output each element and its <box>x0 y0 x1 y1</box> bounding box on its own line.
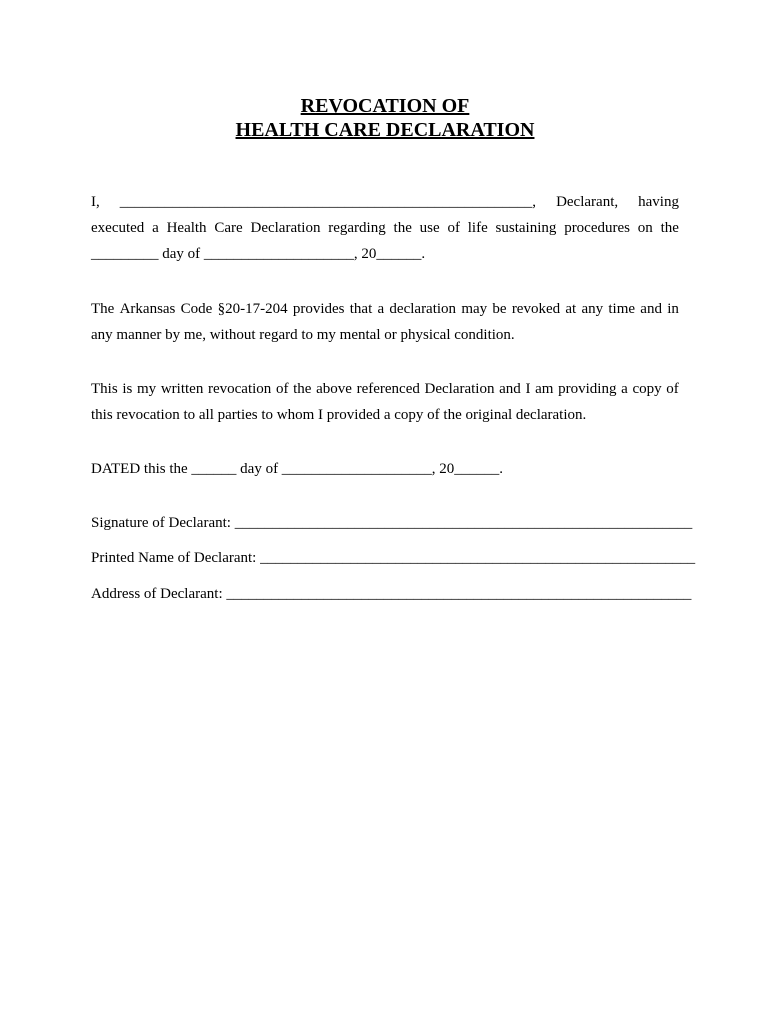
word: Declaration <box>424 381 495 397</box>
word: may <box>461 301 488 317</box>
word: use <box>419 220 440 236</box>
word: provides <box>292 301 345 317</box>
word: and <box>640 301 662 317</box>
word: declaration <box>389 301 457 317</box>
signature-line: Signature of Declarant: _____________________________________________________________ <box>91 515 693 531</box>
word: executed <box>91 220 145 236</box>
word: life <box>467 220 488 236</box>
word: time <box>608 301 636 317</box>
declarant-line <box>91 189 679 215</box>
word: a <box>377 301 385 317</box>
word: at <box>565 301 577 317</box>
word: above <box>316 381 352 397</box>
paragraph-2-line-2: any manner by me, without regard to my mental or physical condition. <box>91 327 515 343</box>
word: Code <box>180 301 213 317</box>
word: Care <box>214 220 243 236</box>
word: The <box>91 301 115 317</box>
word: I <box>525 381 531 397</box>
declarant-name-blank: _______________________________________________________, <box>119 194 537 210</box>
word: the <box>660 220 679 236</box>
word: Arkansas <box>119 301 176 317</box>
word: written <box>160 381 204 397</box>
paragraph-1-line-2 <box>91 215 679 241</box>
word: in <box>667 301 679 317</box>
word: procedures <box>564 220 630 236</box>
document-title-line-1: REVOCATION OF <box>300 95 470 117</box>
word: revoked <box>511 301 561 317</box>
word-i: I, <box>91 194 100 210</box>
word: §20-17-204 <box>217 301 288 317</box>
word: sustaining <box>495 220 557 236</box>
word: any <box>581 301 604 317</box>
word: providing <box>558 381 617 397</box>
dated-line: DATED this the ______ day of ____________________, 20______. <box>91 461 504 477</box>
word: copy <box>632 381 662 397</box>
word: regarding <box>328 220 386 236</box>
word: be <box>492 301 507 317</box>
word: am <box>535 381 554 397</box>
paragraph-3-line-2: this revocation to all parties to whom I provided a copy of the original declaration. <box>91 407 587 423</box>
word: that <box>349 301 373 317</box>
printed-name-line: Printed Name of Declarant: __________________________________________________________ <box>91 550 696 566</box>
word: of <box>275 381 289 397</box>
address-line: Address of Declarant: ______________________________________________________________ <box>91 586 692 602</box>
word-having: having <box>638 194 679 210</box>
word: the <box>293 381 312 397</box>
word: and <box>499 381 521 397</box>
word: my <box>137 381 157 397</box>
word: the <box>393 220 412 236</box>
declaration-date-line: _________ day of ____________________, 20______. <box>91 246 426 262</box>
word: is <box>122 381 133 397</box>
word: Declaration <box>250 220 321 236</box>
word: of <box>666 381 679 397</box>
paragraph-2-line-1 <box>91 296 679 322</box>
paragraph-3-line-1 <box>91 376 679 402</box>
word-declarant: Declarant, <box>556 194 619 210</box>
word: referenced <box>356 381 420 397</box>
word: of <box>447 220 460 236</box>
word: on <box>637 220 653 236</box>
word: revocation <box>207 381 272 397</box>
word: Health <box>166 220 207 236</box>
word: a <box>152 220 159 236</box>
word: This <box>91 381 118 397</box>
document-title-line-2: HEALTH CARE DECLARATION <box>235 119 535 141</box>
word: a <box>621 381 628 397</box>
